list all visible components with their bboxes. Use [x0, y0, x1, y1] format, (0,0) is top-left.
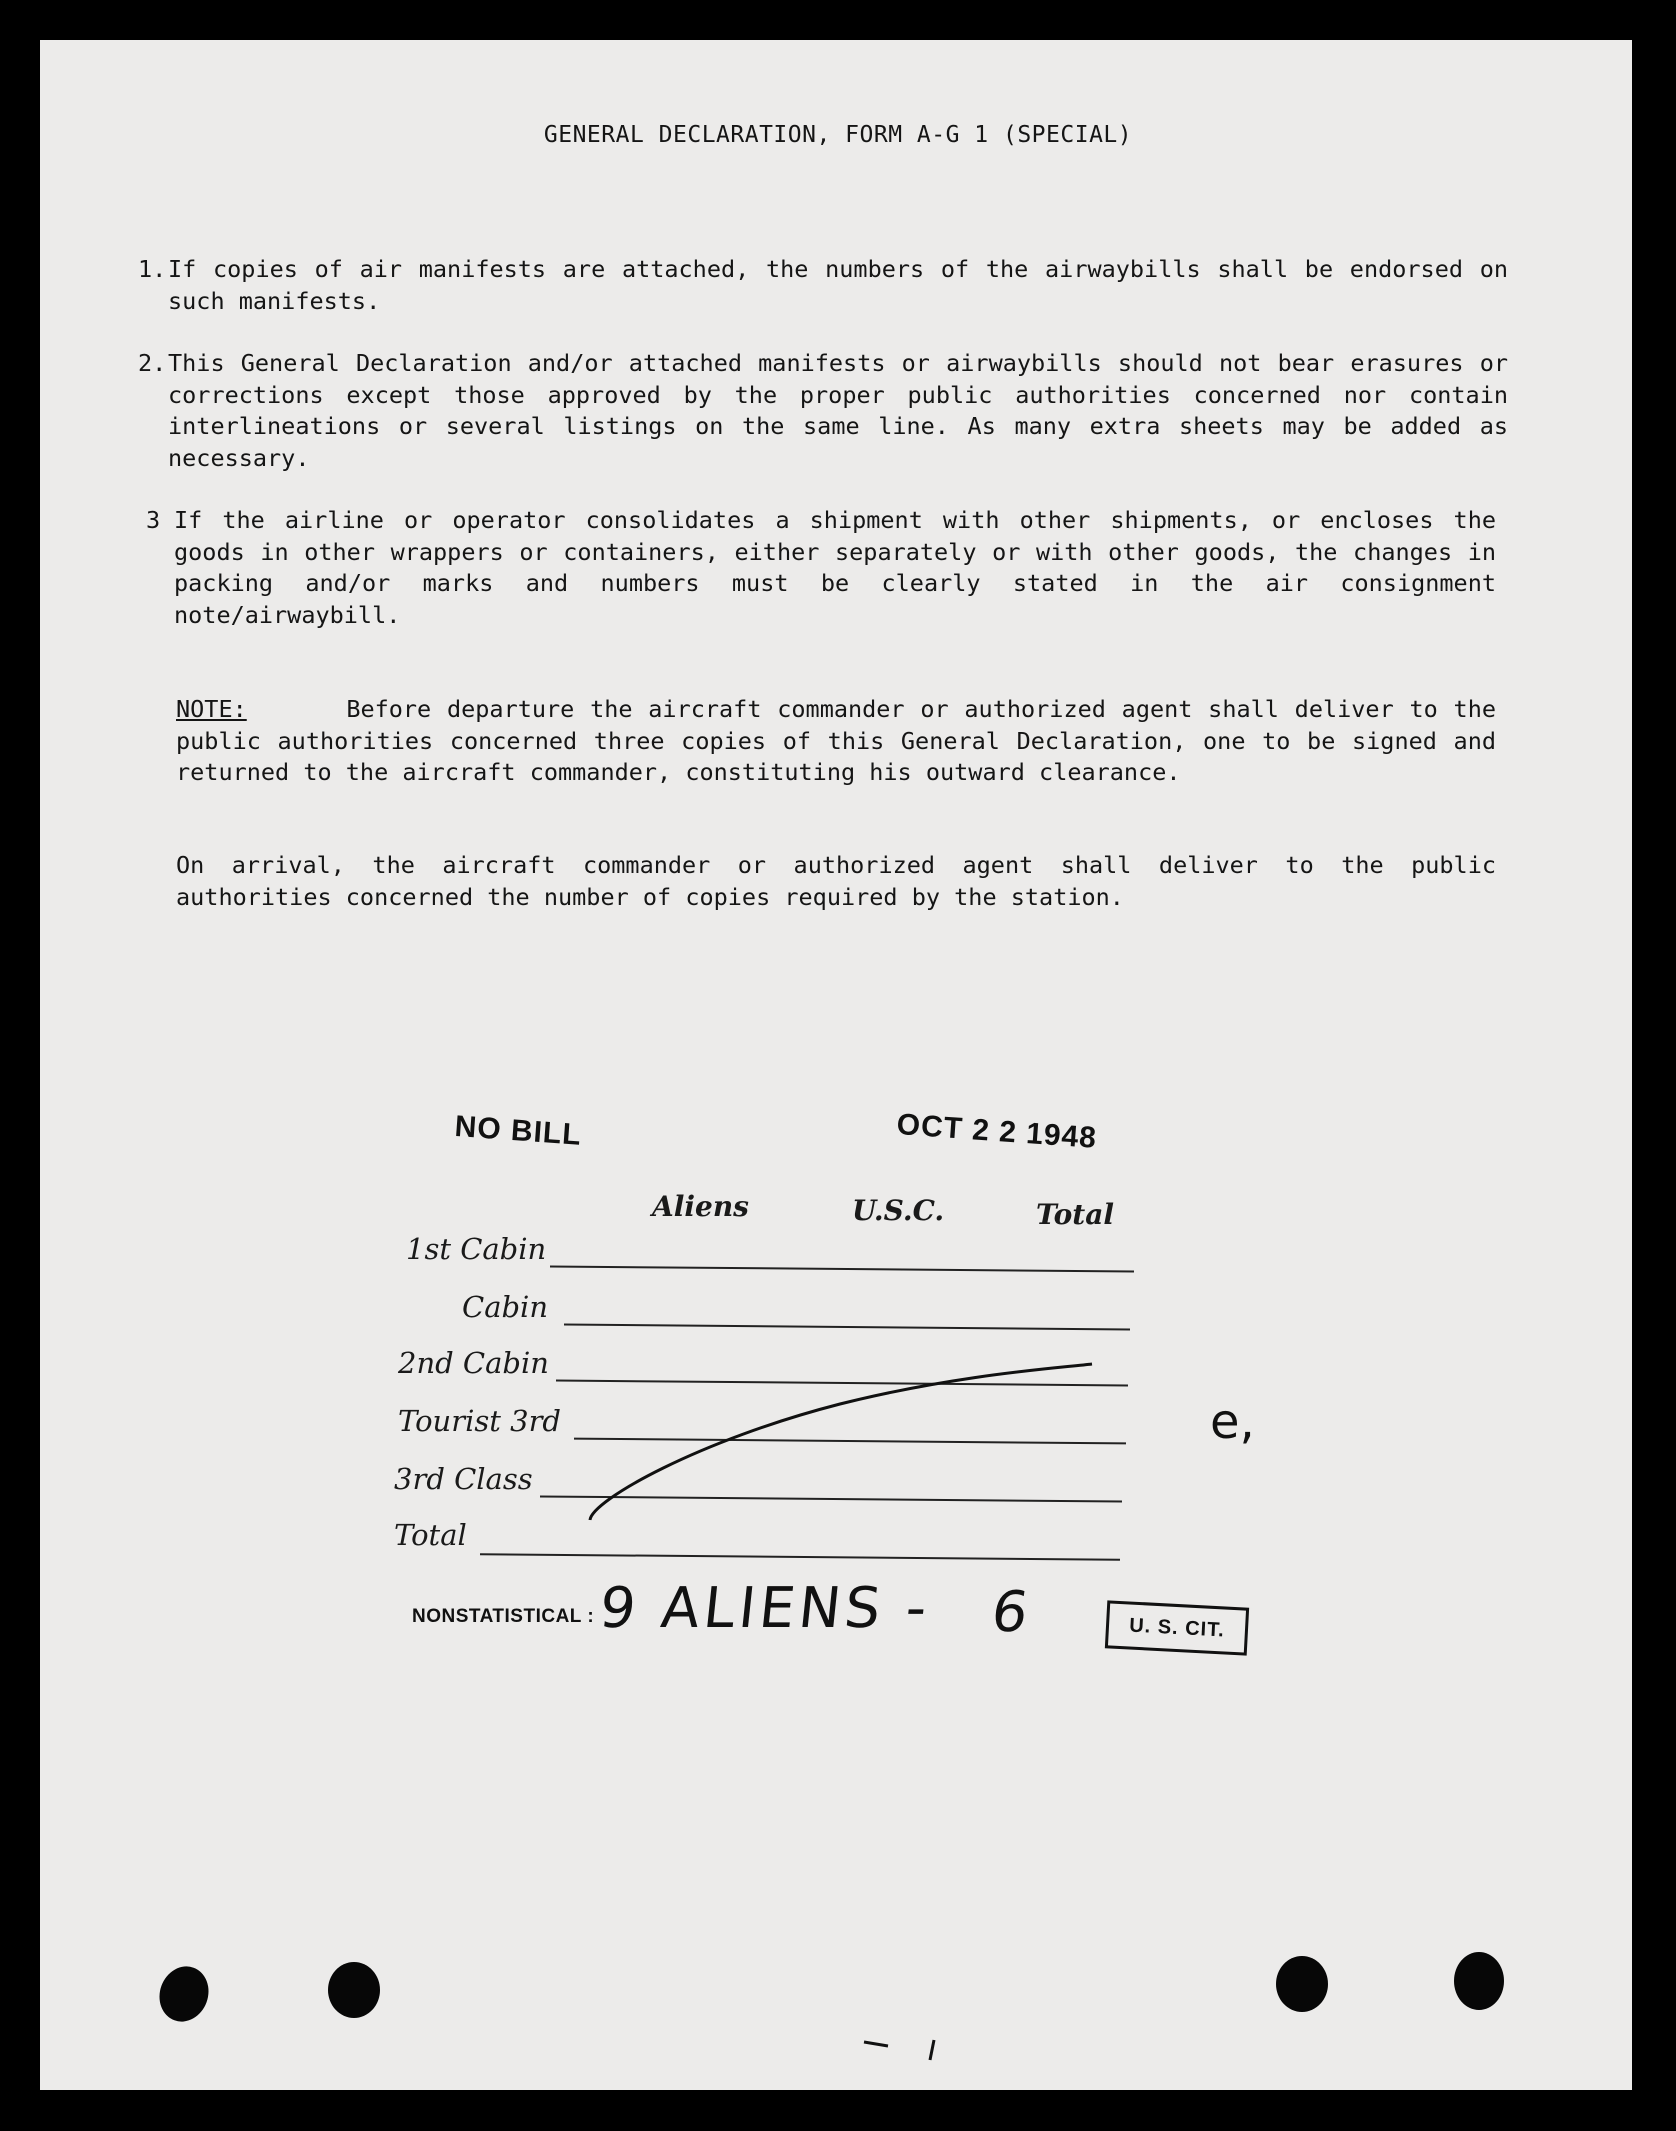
- arrival-paragraph: On arrival, the aircraft commander or authorized agent shall deliver to the public authorities concerned the number of copies required by the station.: [176, 851, 1496, 911]
- nonstatistical-label: NONSTATISTICAL :: [412, 1606, 595, 1627]
- form-title: GENERAL DECLARATION, FORM A-G 1 (SPECIAL): [543, 122, 1133, 148]
- diagonal-strike-stroke: [590, 1364, 1092, 1520]
- item-number: 1.: [138, 255, 167, 283]
- row-tourist-3rd: Tourist 3rd: [398, 1404, 561, 1438]
- us-cit-stamp: U. S. CIT.: [1105, 1600, 1249, 1655]
- punch-hole: [1454, 1952, 1504, 2010]
- no-bill-stamp: NO BILL: [453, 1110, 583, 1152]
- margin-handwritten-mark: e,: [1210, 1394, 1255, 1450]
- note-label: NOTE:: [176, 695, 247, 723]
- row-total: Total: [394, 1518, 467, 1552]
- handwritten-aliens-count: 9 ALIENS -: [596, 1576, 934, 1641]
- row-1st-cabin: 1st Cabin: [406, 1232, 547, 1266]
- item-number: 3: [146, 506, 161, 534]
- date-stamp: OCT 2 2 1948: [895, 1108, 1098, 1155]
- item-number: 2.: [138, 349, 167, 377]
- punch-hole: [328, 1962, 380, 2018]
- column-usc: U.S.C.: [852, 1194, 945, 1227]
- item-text: If the airline or operator consolidates a shipment with other shipments, or encloses the goods in other wrappers or containers, either separately or with other goods, the changes in packing and/or marks and numbers must be clearly stated in the air consignment note/airwaybill.: [174, 506, 1496, 629]
- row-cabin: Cabin: [462, 1290, 548, 1324]
- stray-pen-mark: [930, 2040, 934, 2060]
- note-text: Before departure the aircraft commander or authorized agent shall deliver to the public authorities concerned three copies of this General Declaration, one to be signed and returned to the aircraft commander, constituting his outward clearance.: [176, 695, 1497, 786]
- handwritten-number: 6: [987, 1580, 1033, 1645]
- row-2nd-cabin: 2nd Cabin: [398, 1346, 549, 1380]
- column-aliens: Aliens: [652, 1190, 749, 1223]
- column-total: Total: [1036, 1198, 1115, 1231]
- item-text: If copies of air manifests are attached, the numbers of the airwaybills shall be endorsed on such manifests.: [168, 255, 1508, 315]
- stray-pen-mark: [864, 2042, 888, 2046]
- row-3rd-class: 3rd Class: [394, 1462, 533, 1496]
- punch-hole: [1276, 1956, 1328, 2012]
- item-text: This General Declaration and/or attached manifests or airwaybills should not bear erasures or corrections except those approved by the proper public authorities concerned nor contain interlineations or several listings on the same line. As many extra sheets may be added as necessary.: [168, 349, 1508, 472]
